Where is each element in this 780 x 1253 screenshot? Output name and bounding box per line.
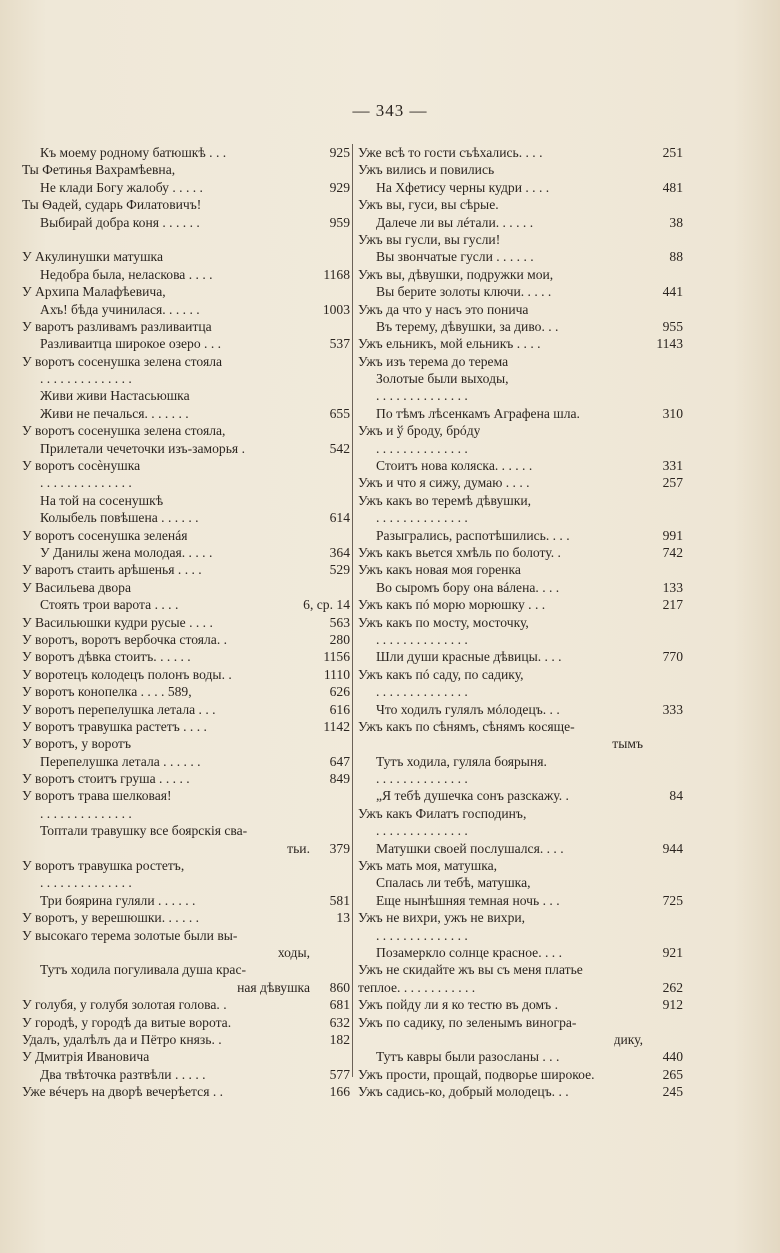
index-entry [358,701,683,718]
index-entry [358,961,683,978]
entry-text: Уже вéчеръ на дворѣ вечерѣется . . [22,1084,224,1100]
entry-text: Позамеркло солнце красное. . . . [376,944,562,960]
entry-text: По тѣмъ лѣсенкамъ Аграфена шла. [376,405,580,421]
entry-text: Ужъ какъ новая моя горенка [358,562,521,578]
index-entry [22,214,350,231]
page-number: — 343 — [352,101,428,120]
index-entry [22,544,350,561]
entry-text: У воротъ сосенушка зелена стояла [22,353,223,369]
index-entry [22,892,350,909]
entry-text: Ужъ вы, гуси, вы сѣрые. [358,197,499,213]
index-entry [358,370,683,387]
index-entry [22,196,350,213]
entry-text: Два твѣточка разтвѣли . . . . . [40,1066,206,1082]
entry-text: тымъ [612,736,643,752]
entry-number: 626 [329,684,350,700]
index-entry [358,457,683,474]
entry-text: У воротъ, у воротъ [22,736,132,752]
entry-text: Не клади Богу жалобу . . . . . [40,179,203,195]
entry-text: У Васильева двора [22,579,131,595]
index-entry [358,614,683,631]
index-entry [22,318,350,335]
entry-number: 262 [662,979,683,995]
entry-number: 1143 [656,336,683,352]
entry-text: Перепелушка летала . . . . . . [40,753,201,769]
index-entry [22,822,350,839]
index-entry [22,370,350,387]
index-entry [22,753,350,770]
index-entry [22,596,350,613]
entry-text: „Я тебѣ душечка сонъ разскажу. . [376,788,569,804]
index-entry [22,927,350,944]
entry-number: 944 [662,840,683,856]
entry-text: Ужъ садись-ко, добрый молодецъ. . . [358,1084,569,1100]
entry-number: 577 [329,1066,350,1082]
entry-text: Ужъ вы гусли, вы гусли! [358,231,501,247]
index-entry [358,492,683,509]
entry-text: ходы, [277,944,310,960]
index-entry [358,787,683,804]
index-entry [22,579,350,596]
entry-text: Ужъ не вихри, ужъ не вихри, [358,910,526,926]
index-entry [358,440,683,457]
index-entry [358,648,683,665]
index-entry [358,266,683,283]
entry-text: У воротъ сосѐнушка [22,458,141,474]
index-entry [22,1048,350,1065]
column-divider [352,144,353,1077]
index-entry [358,544,683,561]
entry-number: 310 [662,405,683,421]
index-entry [358,1014,683,1031]
entry-text: Вы звончатые гусли . . . . . . [376,249,534,265]
entry-number: 581 [329,892,350,908]
index-entry [358,579,683,596]
index-entry [358,474,683,491]
entry-text: Ужъ по садику, по зеленымъ виногра- [358,1014,577,1030]
index-entry [358,318,683,335]
entry-text: Ужъ изъ терема до терема [358,353,509,369]
entry-number: 742 [662,544,683,560]
entry-text: Вы берите золоты ключи. . . . . [376,284,552,300]
entry-number: 280 [329,631,350,647]
index-entry [358,631,683,648]
entry-text: . . . . . . . . . . . . . . [376,927,468,943]
index-entry [358,805,683,822]
index-entry [22,248,350,265]
entry-text: Три боярина гуляли . . . . . . [40,892,196,908]
index-entry [22,996,350,1013]
entry-number: 38 [669,214,683,230]
entry-text: У Васильюшки кудри русые . . . . [22,614,213,630]
entry-number: 440 [662,1049,683,1065]
index-entry [22,666,350,683]
entry-number: 959 [329,214,350,230]
entry-number: 257 [662,475,683,491]
entry-text: Въ терему, дѣвушки, за диво. . . [376,318,559,334]
index-column-left [22,144,350,1100]
index-entry [358,353,683,370]
entry-text: Золотые были выходы, [376,371,509,387]
index-entry [22,422,350,439]
index-entry [22,787,350,804]
entry-number: 1168 [323,266,350,282]
entry-text: У воротъ травушка растетъ . . . . [22,718,207,734]
entry-text: . . . . . . . . . . . . . . [40,371,132,387]
entry-number: 1110 [323,666,350,682]
entry-text: Тутъ ходила, гуляла боярыня. [376,753,547,769]
index-entry [358,927,683,944]
index-entry [358,840,683,857]
entry-text: теплое. . . . . . . . . . . . [358,979,476,995]
entry-text: Матушки своей послушался. . . . [376,840,564,856]
entry-number: 379 [329,840,350,856]
entry-number: 537 [329,336,350,352]
index-entry [22,144,350,161]
entry-text: Прилетали чечеточки изъ-заморья . [40,440,245,456]
index-entry [358,387,683,404]
entry-text: У воротъ перепелушка летала . . . [22,701,216,717]
entry-text: . . . . . . . . . . . . . . [376,388,468,404]
entry-number: 614 [329,510,350,526]
entry-number: 481 [662,179,683,195]
entry-number: 725 [662,892,683,908]
entry-text: . . . . . . . . . . . . . . [40,805,132,821]
index-entry [358,666,683,683]
entry-number: 860 [329,979,350,995]
entry-text: Разливаитца широкое озеро . . . [40,336,222,352]
entry-text: . . . . . . . . . . . . . . [40,875,132,891]
index-entry [358,944,683,961]
entry-number: 166 [329,1084,350,1100]
index-entry [358,683,683,700]
entry-text: Ужъ какъ вьется хмѣль по болоту. . [358,544,561,560]
index-entry [22,944,350,961]
entry-text: Ты Ѳадей, сударь Филатовичъ! [22,197,202,213]
entry-number: 929 [329,179,350,195]
index-entry [358,1083,683,1100]
entry-text: На той на сосенушкѣ [40,492,164,508]
index-entry [22,909,350,926]
entry-text: Ужъ какъ Филатъ господинъ, [358,805,527,821]
entry-text: У Акулинушки матушка [22,249,163,265]
index-entry [22,301,350,318]
index-entry [358,979,683,996]
entry-text: Ахъ! бѣда учинилася. . . . . . [40,301,200,317]
entry-number: 331 [662,458,683,474]
index-entry [358,1048,683,1065]
entry-number: 182 [329,1031,350,1047]
index-entry [22,614,350,631]
index-entry [22,735,350,752]
entry-number: 529 [329,562,350,578]
entry-number: 681 [329,997,350,1013]
index-entry [22,266,350,283]
entry-text: Выбирай добра коня . . . . . . [40,214,200,230]
index-entry [358,996,683,1013]
entry-text: . . . . . . . . . . . . . . [376,771,468,787]
entry-text: На Хфетису черны кудри . . . . [376,179,550,195]
index-entry [358,1031,683,1048]
index-entry [22,509,350,526]
index-entry [22,231,350,248]
entry-text: Что ходилъ гулялъ мóлодецъ. . . [376,701,560,717]
index-entry [358,283,683,300]
index-entry [22,1031,350,1048]
index-entry [22,387,350,404]
entry-text: Ужъ прости, прощай, подворье широкое. [358,1066,595,1082]
entry-text: Ужъ какъ пó саду, по садику, [358,666,524,682]
entry-number: 441 [662,284,683,300]
index-entry [22,527,350,544]
index-entry [358,301,683,318]
entry-text: Далече ли вы лéтали. . . . . . [376,214,534,230]
index-entry [358,718,683,735]
entry-text: У воротъ конопелка . . . . 589, [22,684,192,700]
entry-text: Ужъ и ў броду, брóду [358,423,481,439]
entry-text: У воротъ дѣвка стоитъ. . . . . . [22,649,191,665]
entry-number: 770 [662,649,683,665]
entry-text: Ужъ какъ по сѣнямъ, сѣнямъ косяще- [358,718,575,734]
index-entry [22,353,350,370]
entry-text: У воротъ стоитъ груша . . . . . [22,771,190,787]
entry-text: Живи живи Настасьюшка [40,388,190,404]
entry-text: У воротъ, воротъ вербочка стояла. . [22,631,228,647]
index-entry [22,857,350,874]
entry-text: Ужъ какъ пó морю морюшку . . . [358,597,546,613]
index-entry [358,231,683,248]
entry-text: У Архипа Малафѣевича, [22,284,166,300]
index-entry [358,509,683,526]
entry-number: 912 [662,997,683,1013]
index-entry [22,335,350,352]
index-entry [22,701,350,718]
entry-number: 955 [662,318,683,334]
entry-number: 1003 [322,301,350,317]
index-entry [358,214,683,231]
entry-text: У городѣ, у городѣ да витые ворота. [22,1014,232,1030]
index-entry [22,770,350,787]
entry-text: Ужъ ельникъ, мой ельникъ . . . . [358,336,541,352]
entry-number: 1142 [323,718,350,734]
entry-number: 6, ср. 14 [303,597,350,613]
entry-text: У воротецъ колодецъ полонъ воды. . [22,666,232,682]
index-entry [358,422,683,439]
entry-number: 133 [662,579,683,595]
entry-text: У Дмитрія Ивановича [22,1049,150,1065]
entry-text: . . . . . . . . . . . . . . [376,684,468,700]
entry-number: 333 [662,701,683,717]
entry-text: Уже всѣ то гости съѣхались. . . . [358,145,543,160]
index-entry [22,1066,350,1083]
index-entry [358,144,683,161]
entry-text: Живи не печалься. . . . . . . [40,405,189,421]
entry-number: 217 [662,597,683,613]
entry-number: 849 [329,771,350,787]
entry-text: У воротъ травушка ростетъ, [22,858,185,874]
entry-text: Ужъ вились и повились [358,162,495,178]
entry-text: Стоять трои варота . . . . [40,597,179,613]
entry-text: Недобра была, неласкова . . . . [40,266,213,282]
entry-number: 13 [336,910,350,926]
entry-text: Ты Фетинья Вахрамѣевна, [22,162,176,178]
entry-text: У высокаго терема золотые были вы- [22,927,238,943]
entry-text: У воротъ сосенушка зеленáя [22,527,188,543]
entry-text: Шли души красные дѣвицы. . . . [376,649,562,665]
entry-number: 655 [329,405,350,421]
entry-text: У голубя, у голубя золотая голова. . [22,997,227,1013]
entry-number: 1156 [323,649,350,665]
entry-number: 921 [662,944,683,960]
entry-text: дику, [613,1031,643,1047]
entry-number: 616 [329,701,350,717]
index-entry [358,248,683,265]
entry-text: У Данилы жена молодая. . . . . [40,544,213,560]
index-entry [358,753,683,770]
entry-text: Еще нынѣшняя темная ночь . . . [376,892,560,908]
entry-text: Ужъ и что я сижу, думаю . . . . [358,475,530,491]
index-entry [22,979,350,996]
entry-text: Разыгрались, распотѣшились. . . . [376,527,570,543]
entry-number: 88 [669,249,683,265]
index-entry [358,179,683,196]
index-entry [358,527,683,544]
entry-text: Ужъ какъ по мосту, мосточку, [358,614,529,630]
index-entry [358,822,683,839]
index-entry [22,283,350,300]
entry-text: У варотъ разливамъ разливаитца [22,318,212,334]
entry-text: Къ моему родному батюшкѣ . . . [40,145,227,160]
index-entry [22,474,350,491]
entry-number: 265 [662,1066,683,1082]
entry-number: 542 [329,440,350,456]
index-entry [22,805,350,822]
entry-text: Во сыромъ бору она вáлена. . . . [376,579,560,595]
entry-text: Тутъ ходила погуливала душа крас- [40,962,247,978]
entry-text: Ужъ да что у насъ это понича [358,301,529,317]
entry-text: Удалъ, удалѣлъ да и Пётро князь. . [22,1031,222,1047]
entry-text: ная дѣвушка [237,979,310,995]
entry-text: тьи. [287,840,310,856]
entry-text: Ужъ пойду ли я ко тестю въ домъ . [358,997,558,1013]
index-entry [22,631,350,648]
index-entry [358,874,683,891]
index-entry [358,909,683,926]
index-entry [22,161,350,178]
entry-text: . . . . . . . . . . . . . . [376,823,468,839]
index-entry [358,561,683,578]
index-entry [22,1083,350,1100]
entry-text: . . . . . . . . . . . . . . [40,475,132,491]
index-entry [22,492,350,509]
index-entry [22,840,350,857]
entry-number: 251 [662,145,683,160]
entry-number: 245 [662,1084,683,1100]
entry-number: 632 [329,1014,350,1030]
index-entry [22,683,350,700]
entry-text: Спалась ли тебѣ, матушка, [376,875,531,891]
entry-text: Тутъ кавры были разосланы . . . [376,1049,560,1065]
entry-text: Ужъ не скидайте жъ вы съ меня платье [358,962,583,978]
index-entry [22,179,350,196]
entry-number: 925 [329,145,350,160]
index-entry [22,648,350,665]
index-entry [358,857,683,874]
entry-text: . . . . . . . . . . . . . . [376,440,468,456]
entry-number: 84 [669,788,683,804]
entry-text: Ужъ какъ во теремѣ дѣвушки, [358,492,532,508]
entry-text: Стоитъ нова коляска. . . . . . [376,458,533,474]
entry-text: У воротъ, у верешюшки. . . . . . [22,910,200,926]
index-entry [358,405,683,422]
index-entry [358,892,683,909]
entry-text: У воротъ трава шелковая! [22,788,172,804]
index-entry [22,718,350,735]
index-entry [358,196,683,213]
entry-number: 364 [329,544,350,560]
index-entry [22,961,350,978]
index-entry [22,874,350,891]
index-entry [358,1066,683,1083]
entry-text: . . . . . . . . . . . . . . [376,631,468,647]
entry-text: У воротъ сосенушка зелена стояла, [22,423,226,439]
index-entry [358,770,683,787]
index-entry [358,335,683,352]
entry-text: Топтали травушку все боярскія сва- [40,823,248,839]
index-entry [22,1014,350,1031]
entry-text: . . . . . . . . . . . . . . [376,510,468,526]
entry-text: У варотъ стаить арѣшенья . . . . [22,562,202,578]
entry-text: Колыбель повѣшена . . . . . . [40,510,199,526]
entry-number: 563 [329,614,350,630]
index-entry [22,440,350,457]
index-entry [358,735,683,752]
index-entry [22,457,350,474]
index-column-right [358,144,683,1100]
index-entry [358,596,683,613]
index-entry [358,161,683,178]
entry-number: 991 [662,527,683,543]
entry-text: Ужъ вы, дѣвушки, подружки мои, [358,266,554,282]
index-entry [22,561,350,578]
entry-number: 647 [329,753,350,769]
index-entry [22,405,350,422]
entry-text: Ужъ мать моя, матушка, [358,858,498,874]
